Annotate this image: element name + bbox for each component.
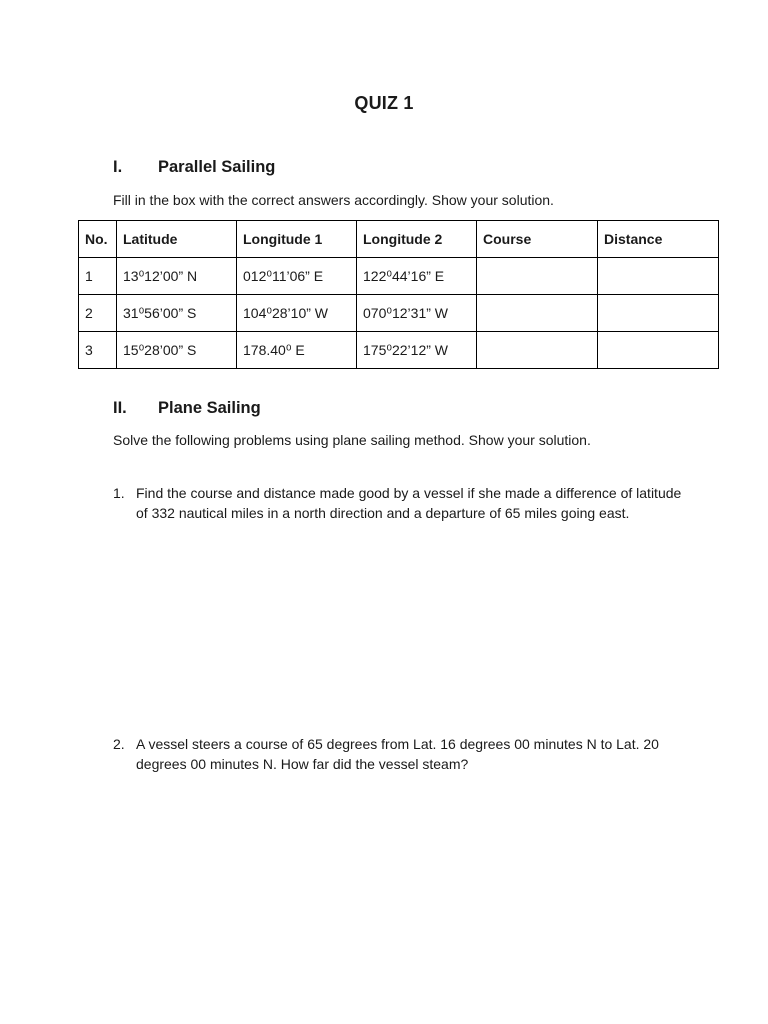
problem-number: 2. [113, 736, 125, 752]
cell-longitude-2: 070⁰12’31” W [357, 295, 477, 332]
column-header-latitude: Latitude [117, 221, 237, 258]
cell-longitude-2: 122⁰44’16” E [357, 258, 477, 295]
cell-latitude: 31⁰56’00” S [117, 295, 237, 332]
cell-no: 3 [79, 332, 117, 369]
problem-text: Find the course and distance made good by a vessel if she made a difference of latitude of 332 nautical miles in a north direction and a departure of 65 miles going east. [136, 485, 682, 521]
problem-number: 1. [113, 485, 125, 501]
cell-distance-answer[interactable] [598, 295, 719, 332]
cell-distance-answer[interactable] [598, 332, 719, 369]
table-row [79, 295, 719, 332]
section-number: I. [113, 158, 123, 176]
table-row [79, 258, 719, 295]
plane-sailing-instruction: Solve the following problems using plane sailing method. Show your solution. [113, 432, 591, 448]
section-title: Parallel Sailing [158, 158, 276, 176]
column-header-no: No. [79, 221, 117, 258]
cell-course-answer[interactable] [477, 295, 598, 332]
cell-latitude: 15⁰28’00” S [117, 332, 237, 369]
section-heading-plane-sailing [113, 399, 261, 418]
section-title: Plane Sailing [158, 399, 261, 417]
parallel-sailing-table [78, 220, 719, 369]
cell-no: 2 [79, 295, 117, 332]
table-header-row [79, 221, 719, 258]
cell-latitude: 13⁰12’00” N [117, 258, 237, 295]
cell-no: 1 [79, 258, 117, 295]
problem-text: A vessel steers a course of 65 degrees from Lat. 16 degrees 00 minutes N to Lat. 20 degrees 00 minutes N. How far did the vessel steam? [136, 736, 659, 772]
section-heading-parallel-sailing [113, 158, 275, 177]
cell-longitude-2: 175⁰22’12” W [357, 332, 477, 369]
cell-longitude-1: 178.40⁰ E [237, 332, 357, 369]
problem-item-1 [113, 483, 693, 523]
problem-item-2 [113, 734, 693, 774]
cell-longitude-1: 012⁰11’06” E [237, 258, 357, 295]
column-header-distance: Distance [598, 221, 719, 258]
column-header-longitude-2: Longitude 2 [357, 221, 477, 258]
table-row [79, 332, 719, 369]
cell-distance-answer[interactable] [598, 258, 719, 295]
cell-course-answer[interactable] [477, 258, 598, 295]
parallel-sailing-instruction: Fill in the box with the correct answers accordingly. Show your solution. [113, 192, 554, 208]
cell-longitude-1: 104⁰28’10” W [237, 295, 357, 332]
quiz-title: QUIZ 1 [354, 93, 414, 113]
column-header-course: Course [477, 221, 598, 258]
column-header-longitude-1: Longitude 1 [237, 221, 357, 258]
section-number: II. [113, 399, 127, 417]
cell-course-answer[interactable] [477, 332, 598, 369]
